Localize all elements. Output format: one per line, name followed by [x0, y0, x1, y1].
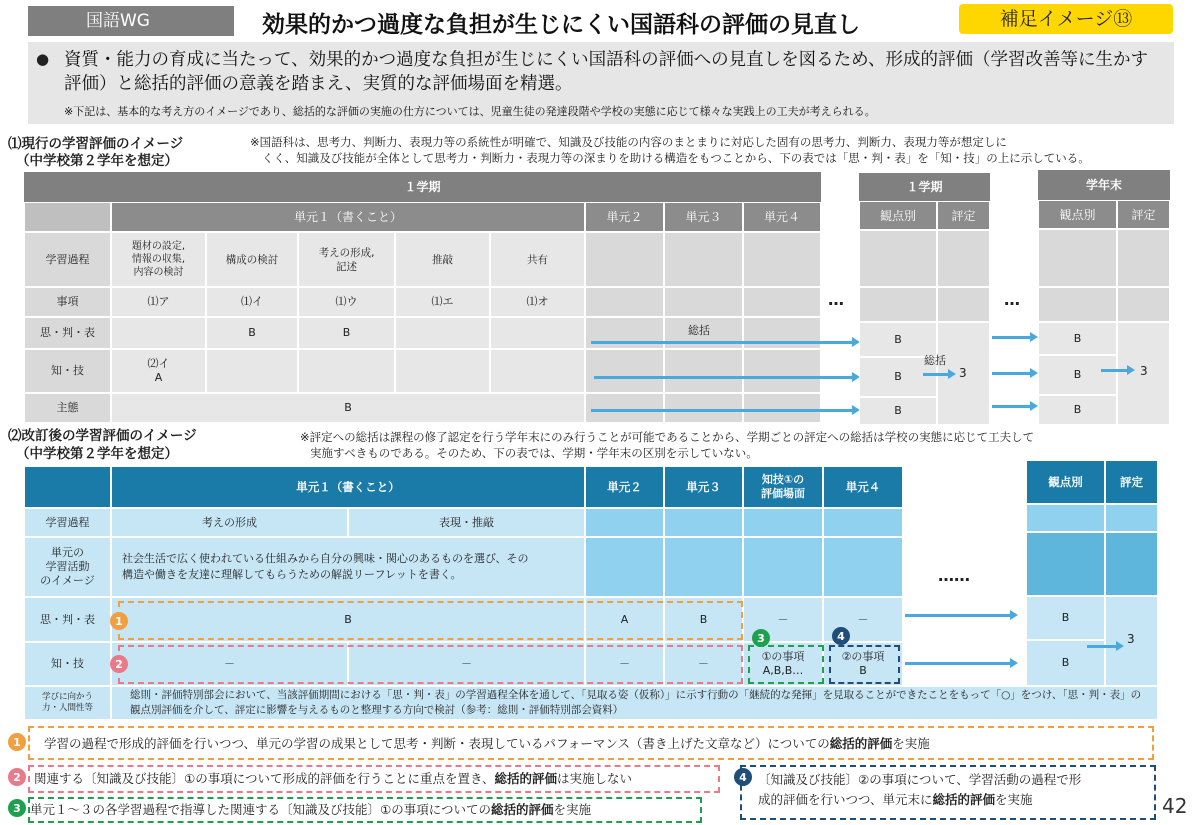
shihanpyo-grade: － — [743, 597, 823, 642]
legend-text-4: 〔知識及び技能〕②の事項について、学習活動の過程で形 成的評価を行いつつ、単元末に総括的評価を実施 — [758, 772, 1082, 807]
chigi-grade: － — [111, 642, 348, 686]
empty-cell — [1117, 229, 1170, 287]
rating-arrow — [923, 373, 949, 376]
summary-arrow — [591, 341, 853, 344]
process-cell: 考えの形成 — [111, 508, 348, 537]
rating-arrow — [1101, 369, 1128, 372]
year-rating-header: 評定 — [1117, 200, 1170, 229]
empty-cell — [1038, 287, 1117, 322]
term-grade: B — [859, 322, 937, 357]
unit3-header: 単元３ — [664, 466, 743, 508]
empty-cell — [490, 349, 585, 393]
lead-note: ※下記は、基本的な考え方のイメージであり、総括的な評価の実施の仕方については、児童生徒の発達段階や学校の実態に応じて様々な実践上の工夫が考えられる。 — [64, 105, 876, 118]
result-arrow — [905, 662, 1011, 665]
empty-cell — [743, 537, 823, 597]
row-label-chigi: 知・技 — [24, 642, 111, 686]
revised-heading: ⑵改訂後の学習評価のイメージ — [8, 428, 197, 444]
activity-cell: 社会生活で広く使われている仕組みから自分の興味・関心のあるものを選び、その 構造や働きを友達に理解してもらうための解説リーフレットを書く。 — [111, 537, 585, 597]
summary-label: 総括 — [688, 324, 710, 337]
highlight-box-2 — [118, 645, 743, 684]
shutai-grade: B — [111, 393, 585, 423]
term-block-title: １学期 — [859, 173, 990, 201]
row-label-item: 事項 — [24, 287, 111, 317]
empty-cell — [823, 537, 903, 597]
lead-text: 資質・能力の育成に当たって、効果的かつ過度な負担が生じにくい国語科の評価への見直しを図るため、形成的評価（学習改善等に生かす評価）と総括的評価の意義を踏まえ、実質的な評価場面を精選。 — [64, 50, 1148, 94]
empty-cell — [1038, 229, 1117, 287]
empty-cell — [111, 317, 206, 349]
empty-cell — [206, 349, 298, 393]
unit1-header: 単元１（書くこと） — [111, 466, 585, 508]
rating-arrow — [1087, 645, 1117, 648]
marker-2: 2 — [110, 655, 128, 673]
empty-cell — [395, 349, 490, 393]
year-grade: B — [1038, 355, 1117, 395]
empty-cell — [743, 232, 821, 287]
term-summary-label: 総括 — [924, 354, 946, 367]
empty-cell — [490, 317, 585, 349]
current-note-line1: ※国語科は、思考力、判断力、表現力等の系統性が明確で、知識及び技能の内容のまとまりに対応した固有の思考力、判断力、表現力等が想定しに — [250, 135, 1007, 149]
empty-cell — [1026, 504, 1105, 532]
shihanpyo-grade: B — [298, 317, 395, 349]
chigi-grade: － — [664, 642, 743, 686]
bullet-icon: ● — [36, 50, 50, 68]
item-cell: ⑴ア — [111, 287, 206, 317]
term-grade: B — [859, 397, 937, 425]
process-cell: 構成の検討 — [206, 232, 298, 287]
year-block-title: 学年末 — [1038, 170, 1170, 200]
result-arrow — [905, 614, 1011, 617]
process-cell: 推敲 — [395, 232, 490, 287]
shihanpyo-grade: A — [585, 597, 664, 642]
item-cell: ⑴イ — [206, 287, 298, 317]
marker-4: 4 — [832, 627, 850, 645]
process-cell: 表現・推敲 — [348, 508, 585, 537]
chigi-scene-cell: ①の事項 A,B,B… — [743, 642, 823, 686]
empty-cell — [937, 230, 990, 287]
process-cell: 題材の設定, 情報の収集, 内容の検討 — [111, 232, 206, 287]
chigi-unit4-cell: ②の事項 B — [823, 642, 903, 686]
manabi-cell: 総則・評価特別部会において、当該評価期間における「思・判・表」の学習過程全体を通して、「見取る姿（仮称）」に示す行動の「継続的な発揮」を見取ることができたことをもって「○」をつけ、「思・判・表」の観点別評価を介して、評定に影響を与えるものと整理する方向で検討（参考：総則・評価特別部会資料） — [111, 686, 1158, 720]
empty-cell — [585, 508, 664, 537]
summary-arrow — [591, 409, 853, 412]
empty-cell — [1026, 532, 1105, 596]
empty-cell — [859, 230, 937, 287]
current-subheading: （中学校第２学年を想定） — [16, 153, 178, 169]
unit3-header: 単元３ — [664, 202, 743, 232]
result-grade: B — [1026, 640, 1105, 686]
shihanpyo-grade: B — [664, 597, 743, 642]
page-title: 効果的かつ過度な負担が生じにくい国語科の評価の見直し — [262, 12, 860, 38]
empty-cell — [823, 508, 903, 537]
year-arrow — [992, 336, 1031, 339]
ellipsis: …… — [938, 566, 970, 585]
row-label-activity: 単元の 学習活動 のイメージ — [24, 537, 111, 597]
empty-cell — [664, 232, 743, 287]
empty-cell — [664, 508, 743, 537]
unit4-header: 単元４ — [823, 466, 903, 508]
item-cell: ⑴エ — [395, 287, 490, 317]
result-rating-value: 3 — [1127, 632, 1135, 646]
empty-cell — [585, 232, 664, 287]
year-viewpoint-header: 観点別 — [1038, 200, 1117, 229]
term-rating-header: 評定 — [937, 201, 990, 230]
empty-cell — [1117, 287, 1170, 322]
term-rating-value: 3 — [959, 366, 967, 380]
empty-cell — [859, 287, 937, 322]
shihanpyo-grade: B — [111, 597, 585, 642]
result-grade: B — [1026, 596, 1105, 640]
corner-cell — [24, 466, 111, 508]
wg-tag: 国語WG — [28, 6, 234, 36]
row-label-chigi: 知・技 — [24, 349, 111, 393]
empty-cell — [937, 287, 990, 322]
empty-cell — [298, 349, 395, 393]
empty-cell — [664, 287, 743, 317]
legend-marker-4: 4 — [734, 768, 752, 786]
legend-marker-1: 1 — [8, 733, 26, 751]
revised-note-line2: 実施すべきものである。そのため、下の表では、学期・学年末の区別を示していない。 — [310, 446, 758, 460]
shihanpyo-grade: － — [823, 597, 903, 642]
unit1-header: 単元１（書くこと） — [111, 202, 585, 232]
year-arrow — [992, 405, 1031, 408]
year-grade: B — [1038, 322, 1117, 355]
summary-arrow — [594, 376, 853, 379]
empty-cell — [743, 508, 823, 537]
empty-cell — [664, 393, 743, 423]
process-cell: 考えの形成, 記述 — [298, 232, 395, 287]
empty-cell — [1105, 532, 1158, 596]
empty-cell — [585, 393, 664, 423]
chigi-item: ⑵イ — [147, 357, 170, 370]
result-rating-header: 評定 — [1105, 460, 1158, 504]
empty-cell — [743, 393, 821, 423]
unit4-header: 単元４ — [743, 202, 821, 232]
revised-note-line1: ※評定への総括は課程の修了認定を行う学年末にのみ行うことが可能であることから、学期ごとの評定への総括は学校の実態に応じて工夫して — [300, 430, 1035, 444]
legend-text-2: 関連する〔知識及び技能〕①の事項について形成的評価を行うことに重点を置き、 総括的評価 は実施しない — [34, 771, 632, 786]
term-viewpoint-header: 観点別 — [859, 201, 937, 230]
year-rating-value: 3 — [1140, 364, 1148, 378]
supplement-badge: 補足イメージ⑬ — [959, 4, 1173, 34]
row-label-manabi: 学びに向かう 力・人間性等 — [24, 686, 111, 720]
current-heading: ⑴現行の学習評価のイメージ — [8, 136, 184, 152]
empty-cell — [585, 349, 664, 393]
corner-cell — [24, 202, 111, 232]
highlight-box-4 — [829, 645, 900, 684]
marker-1: 1 — [110, 612, 128, 630]
empty-cell — [585, 537, 664, 597]
current-note-line2: くく、知識及び技能が全体として思考力・判断力・表現力等の深まりを助ける構造をもつことから、下の表では「思・判・表」を「知・技」の上に示している。 — [262, 151, 1090, 165]
chigi-grade: － — [585, 642, 664, 686]
year-grade: B — [1038, 395, 1117, 425]
legend-marker-3: 3 — [8, 799, 26, 817]
shihanpyo-grade: B — [206, 317, 298, 349]
term-grade: B — [859, 357, 937, 397]
empty-cell — [664, 537, 743, 597]
unit2-header: 単元２ — [585, 202, 664, 232]
item-cell: ⑴ウ — [298, 287, 395, 317]
legend-marker-2: 2 — [8, 768, 26, 786]
marker-3: 3 — [752, 629, 770, 647]
chigi-grade: － — [348, 642, 585, 686]
chigi-cell — [111, 349, 206, 393]
legend-text-1: 学習の過程で形成的評価を行いつつ、単元の学習の成果として思考・判断・表現しているパフォーマンス（書き上げた文章など）についての 総括的評価 を実施 — [44, 736, 930, 751]
highlight-box-1 — [118, 601, 743, 640]
highlight-box-3 — [748, 645, 824, 684]
empty-cell — [585, 287, 664, 317]
empty-cell — [1105, 504, 1158, 532]
result-viewpoint-header: 観点別 — [1026, 460, 1105, 504]
year-arrow — [992, 372, 1031, 375]
empty-cell — [395, 317, 490, 349]
empty-cell — [743, 349, 821, 393]
row-label-shihanpyo: 思・判・表 — [24, 597, 111, 642]
row-label-shihanpyo: 思・判・表 — [24, 317, 111, 349]
empty-cell — [664, 349, 743, 393]
row-label-shutai: 主態 — [24, 393, 111, 423]
empty-cell — [743, 287, 821, 317]
ellipsis: … — [828, 290, 844, 309]
term1-header: １学期 — [24, 172, 821, 202]
item-cell: ⑴オ — [490, 287, 585, 317]
row-label-process: 学習過程 — [24, 508, 111, 537]
process-cell: 共有 — [490, 232, 585, 287]
revised-subheading: （中学校第２学年を想定） — [16, 446, 178, 462]
page-number: 42 — [1162, 794, 1188, 818]
empty-cell — [585, 317, 664, 349]
scene-header: 知技①の 評価場面 — [743, 466, 823, 508]
row-label-process: 学習過程 — [24, 232, 111, 287]
legend-text-3: 単元１～３の各学習過程で指導した関連する〔知識及び技能〕①の事項についての 総括的評価 を実施 — [30, 802, 591, 817]
ellipsis: … — [1004, 290, 1020, 309]
chigi-grade: A — [154, 371, 163, 384]
empty-cell — [743, 317, 821, 349]
unit2-header: 単元２ — [585, 466, 664, 508]
